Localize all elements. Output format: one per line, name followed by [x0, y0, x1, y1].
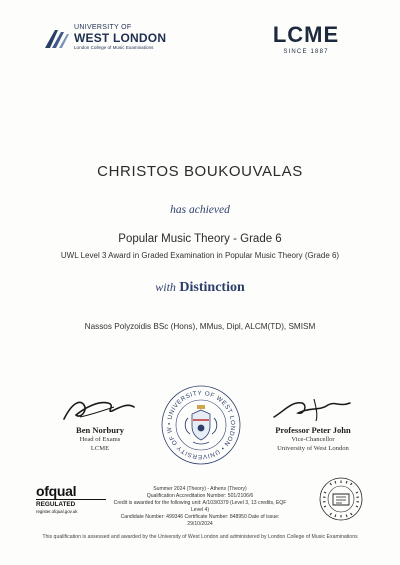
with-text: with [155, 280, 176, 294]
student-name: CHRISTOS BOUKOUVALAS [97, 163, 303, 180]
grade-result: Distinction [179, 280, 245, 295]
signature-block-left [50, 393, 150, 453]
uwl-line1: UNIVERSITY OF [74, 24, 132, 31]
signature-block-right [258, 393, 368, 453]
award-title: UWL Level 3 Award in Graded Examination in Popular Music Theory (Grade 6) [60, 251, 340, 260]
signatory-left-role-line1: Head of Exams [79, 436, 121, 443]
footnote: This qualification is assessed and awarded by the University of West London and administered by London College of Music Examinations [42, 534, 358, 540]
uwl-line3: London College of Music Examinations [74, 45, 154, 50]
signatory-right-role [258, 436, 368, 453]
seal-ring-text: • UNIVERSITY OF WEST LONDON • UNIVERSITY OF W [165, 389, 237, 461]
grade-line [0, 280, 400, 296]
signatory-left-role [50, 436, 150, 453]
signatory-left-role-line2: LCME [90, 444, 110, 452]
ofqual-name: ofqual [36, 483, 77, 499]
qualifications-wales-icon [318, 476, 364, 522]
university-seal-icon [160, 384, 242, 466]
details-credit: Credit is awarded for the following unit: A/103/0379 (Level 3, 13 credits, EQF Level 4) [113, 500, 287, 514]
has-achieved-text: has achieved [170, 204, 230, 216]
uwl-wordmark [74, 24, 166, 51]
ofqual-logo [36, 484, 106, 514]
details-session: Summer 2024 (Theory) - Athens (Theory) [153, 486, 247, 492]
signatory-right-name: Professor Peter John [275, 425, 351, 435]
ofqual-regulated: REGULATED [36, 499, 106, 508]
teacher-name: Nassos Polyzoidis BSc (Hons), MMus, Dipl, ALCM(TD), SMISM [84, 322, 316, 331]
lcme-since: SINCE 1887 [283, 49, 329, 55]
uwl-logo [44, 24, 184, 56]
uwl-line2: WEST LONDON [74, 31, 167, 45]
signatory-right-role-line2: University of West London [277, 444, 349, 452]
exam-title: Popular Music Theory - Grade 6 [118, 233, 282, 245]
signatory-left-name: Ben Norbury [76, 425, 124, 435]
qualification-details [110, 486, 290, 528]
lcme-logo [256, 24, 356, 56]
signature-left-icon [50, 393, 150, 425]
details-accreditation: Qualification Accreditation Number: 501/2106/6 [146, 493, 254, 500]
qualifications-wales-logo [318, 476, 364, 522]
signatory-right-role-line1: Vice-Chancellor [291, 436, 335, 443]
lcme-name: LCME [272, 22, 340, 47]
ofqual-url: register.ofqual.gov.uk [36, 509, 78, 514]
uwl-swoosh-icon [44, 26, 70, 52]
signature-right-icon [258, 393, 368, 425]
university-seal [160, 384, 242, 466]
details-numbers: Candidate Number: 499346 Certificate Number: 848950 Date of issue: 29/10/2024 [120, 514, 280, 528]
